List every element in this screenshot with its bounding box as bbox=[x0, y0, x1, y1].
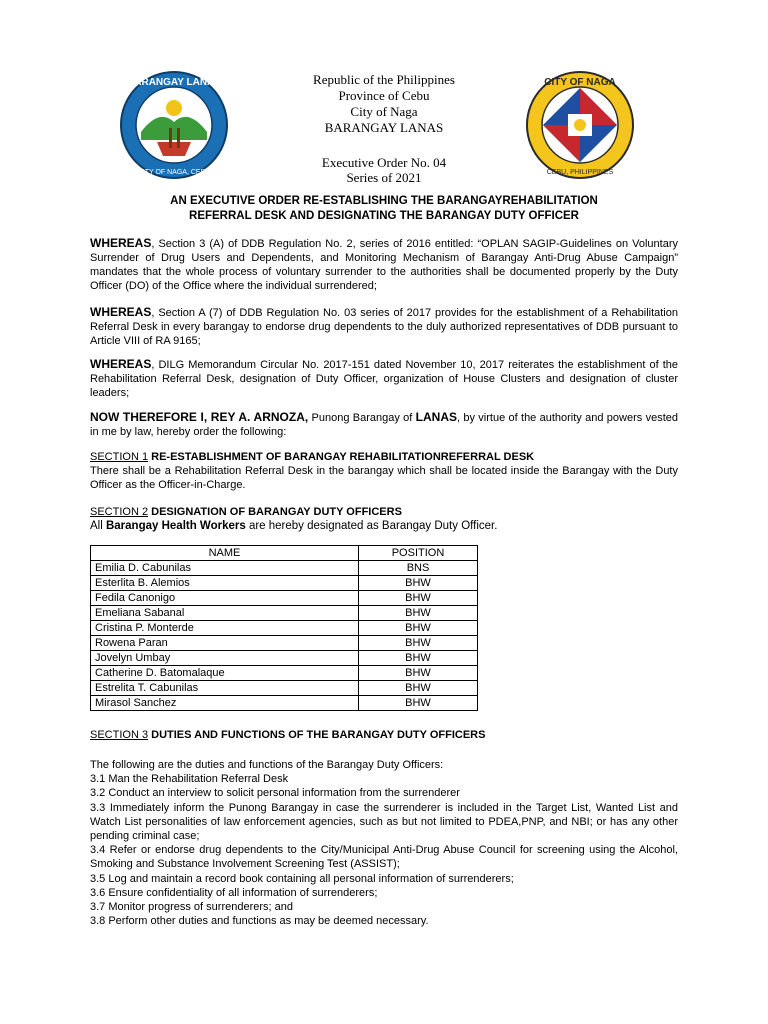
section-2 bbox=[90, 505, 678, 533]
header-barangay: BARANGAY LANAS bbox=[324, 120, 444, 135]
officer-name: Rowena Paran bbox=[91, 636, 359, 651]
whereas-clause-1 bbox=[90, 236, 678, 293]
column-header-position: POSITION bbox=[359, 546, 478, 561]
table-row bbox=[91, 636, 478, 651]
whereas-text: , Section 3 (A) of DDB Regulation No. 2, series of 2016 entitled: “OPLAN SAGIP-Guidelines on Voluntary Surrender of Drug Users and Dependents, and Monitoring Mechanism of Barangay Anti-Drug Abuse Campaign” mandates that the whole process of voluntary surrender to the authorities shall be documented properly by the Duty Officer (DO) of the Office where the individual surrendered; bbox=[90, 238, 678, 292]
duty-item: 3.7 Monitor progress of surrenderers; and bbox=[90, 901, 293, 914]
letterhead bbox=[0, 72, 768, 136]
section-2-body-bold: Barangay Health Workers bbox=[105, 520, 246, 532]
now-therefore-clause bbox=[90, 410, 678, 439]
order-title bbox=[90, 194, 678, 224]
duty-item: 3.5 Log and maintain a record book containing all personal information of surrenderers; bbox=[90, 872, 514, 885]
officer-position: BHW bbox=[359, 681, 478, 696]
now-therefore-place: LANAS bbox=[415, 410, 457, 424]
section-1 bbox=[90, 450, 678, 492]
column-header-name: NAME bbox=[91, 546, 359, 561]
officer-position: BHW bbox=[359, 576, 478, 591]
officer-position: BHW bbox=[359, 606, 478, 621]
officer-name: Esterlita B. Alemios bbox=[91, 576, 359, 591]
header-city: City of Naga bbox=[350, 104, 418, 119]
section-3-heading: DUTIES AND FUNCTIONS OF THE BARANGAY DUTY OFFICERS bbox=[148, 729, 486, 741]
section-2-body-pre: All bbox=[90, 520, 106, 532]
officer-position: BHW bbox=[359, 636, 478, 651]
duty-item: 3.6 Ensure confidentiality of all information of surrenderers; bbox=[90, 886, 378, 899]
officer-position: BHW bbox=[359, 696, 478, 711]
right-seal-bottom-text: CEBU, PHILIPPINES bbox=[546, 169, 614, 176]
whereas-clause-2 bbox=[90, 305, 678, 348]
officer-name: Mirasol Sanchez bbox=[91, 696, 359, 711]
section-1-label: SECTION 1 bbox=[90, 451, 149, 463]
section-1-heading: RE-ESTABLISHMENT OF BARANGAY REHABILITATIONREFERRAL DESK bbox=[148, 451, 535, 463]
whereas-lead: WHEREAS bbox=[90, 236, 152, 250]
officer-name: Emilia D. Cabunilas bbox=[91, 561, 359, 576]
title-line-1: AN EXECUTIVE ORDER RE-ESTABLISHING THE BARANGAYREHABILITATION bbox=[170, 195, 598, 207]
header-republic: Republic of the Philippines bbox=[313, 72, 455, 87]
table-row bbox=[91, 591, 478, 606]
section-2-body-post: are hereby designated as Barangay Duty Officer. bbox=[245, 520, 498, 532]
table-row bbox=[91, 576, 478, 591]
whereas-clause-3 bbox=[90, 357, 678, 400]
officer-position: BHW bbox=[359, 591, 478, 606]
officer-name: Cristina P. Monterde bbox=[91, 621, 359, 636]
officer-name: Jovelyn Umbay bbox=[91, 651, 359, 666]
officer-position: BHW bbox=[359, 666, 478, 681]
now-therefore-mid: Punong Barangay of bbox=[308, 412, 416, 424]
section-3-body bbox=[90, 758, 678, 928]
header-province: Province of Cebu bbox=[338, 88, 430, 103]
table-row bbox=[91, 666, 478, 681]
officer-position: BNS bbox=[359, 561, 478, 576]
table-header-row bbox=[91, 546, 478, 561]
table-row bbox=[91, 606, 478, 621]
table-row bbox=[91, 621, 478, 636]
duty-item: 3.2 Conduct an interview to solicit personal information from the surrenderer bbox=[90, 787, 460, 800]
section-3-label: SECTION 3 bbox=[90, 729, 149, 741]
left-seal-bottom-text: CITY OF NAGA, CEBU bbox=[137, 169, 211, 176]
officer-name: Emeliana Sabanal bbox=[91, 606, 359, 621]
officer-name: Estrelita T. Cabunilas bbox=[91, 681, 359, 696]
right-seal-top-text: CITY OF NAGA bbox=[544, 77, 616, 88]
officer-name: Catherine D. Batomalaque bbox=[91, 666, 359, 681]
title-line-2: REFERRAL DESK AND DESIGNATING THE BARANGAY DUTY OFFICER bbox=[189, 210, 579, 222]
executive-order-number bbox=[0, 155, 768, 185]
duty-item: 3.8 Perform other duties and functions as may be deemed necessary. bbox=[90, 915, 429, 928]
now-therefore-rest: , by virtue of the authority and powers vested in me by law, hereby order the following: bbox=[90, 412, 678, 438]
table-row bbox=[91, 681, 478, 696]
duty-item: 3.3 Immediately inform the Punong Barangay in case the surrenderer is included in the Target List, Wanted List and Watch List personalities of law enforcement agencies, such as but not limited to PDEA,PNP, and NBI; or has any other pending criminal case; bbox=[90, 801, 678, 843]
officer-position: BHW bbox=[359, 621, 478, 636]
officer-position: BHW bbox=[359, 651, 478, 666]
table-row bbox=[91, 561, 478, 576]
section-3-intro: The following are the duties and functions of the Barangay Duty Officers: bbox=[90, 759, 444, 771]
section-3-header bbox=[90, 728, 678, 742]
now-therefore-lead: NOW THEREFORE I, REY A. ARNOZA, bbox=[90, 410, 309, 424]
duty-officers-table bbox=[90, 545, 478, 711]
section-2-label: SECTION 2 bbox=[90, 506, 149, 518]
section-2-heading: DESIGNATION OF BARANGAY DUTY OFFICERS bbox=[148, 506, 402, 518]
whereas-text: , DILG Memorandum Circular No. 2017-151 dated November 10, 2017 reiterates the establishment of the Rehabilitation Referral Desk, designation of Duty Officer, organization of House Clusters and designation of cluster leaders; bbox=[90, 359, 678, 399]
order-series: Series of 2021 bbox=[346, 170, 422, 185]
whereas-lead: WHEREAS bbox=[90, 305, 152, 319]
officer-name: Fedila Canonigo bbox=[91, 591, 359, 606]
table-row bbox=[91, 651, 478, 666]
left-seal-top-text: BARANGAY LANAS bbox=[127, 77, 221, 88]
duty-item: 3.1 Man the Rehabilitation Referral Desk bbox=[90, 773, 289, 786]
duty-item: 3.4 Refer or endorse drug dependents to the City/Municipal Anti-Drug Abuse Council for screening using the Alcohol, Smoking and Substance Involvement Screening Test (ASSIST); bbox=[90, 844, 678, 871]
section-1-body: There shall be a Rehabilitation Referral Desk in the barangay which shall be located inside the Barangay with the Duty Officer as the Officer-in-Charge. bbox=[90, 465, 678, 491]
whereas-text: , Section A (7) of DDB Regulation No. 03 series of 2017 provides for the establishment of a Rehabilitation Referral Desk in every barangay to endorse drug dependents to the duly authorized representatives of DDB pursuant to Article VIII of RA 9165; bbox=[90, 307, 678, 347]
whereas-lead: WHEREAS bbox=[90, 357, 152, 371]
table-row bbox=[91, 696, 478, 711]
order-number: Executive Order No. 04 bbox=[321, 155, 447, 170]
